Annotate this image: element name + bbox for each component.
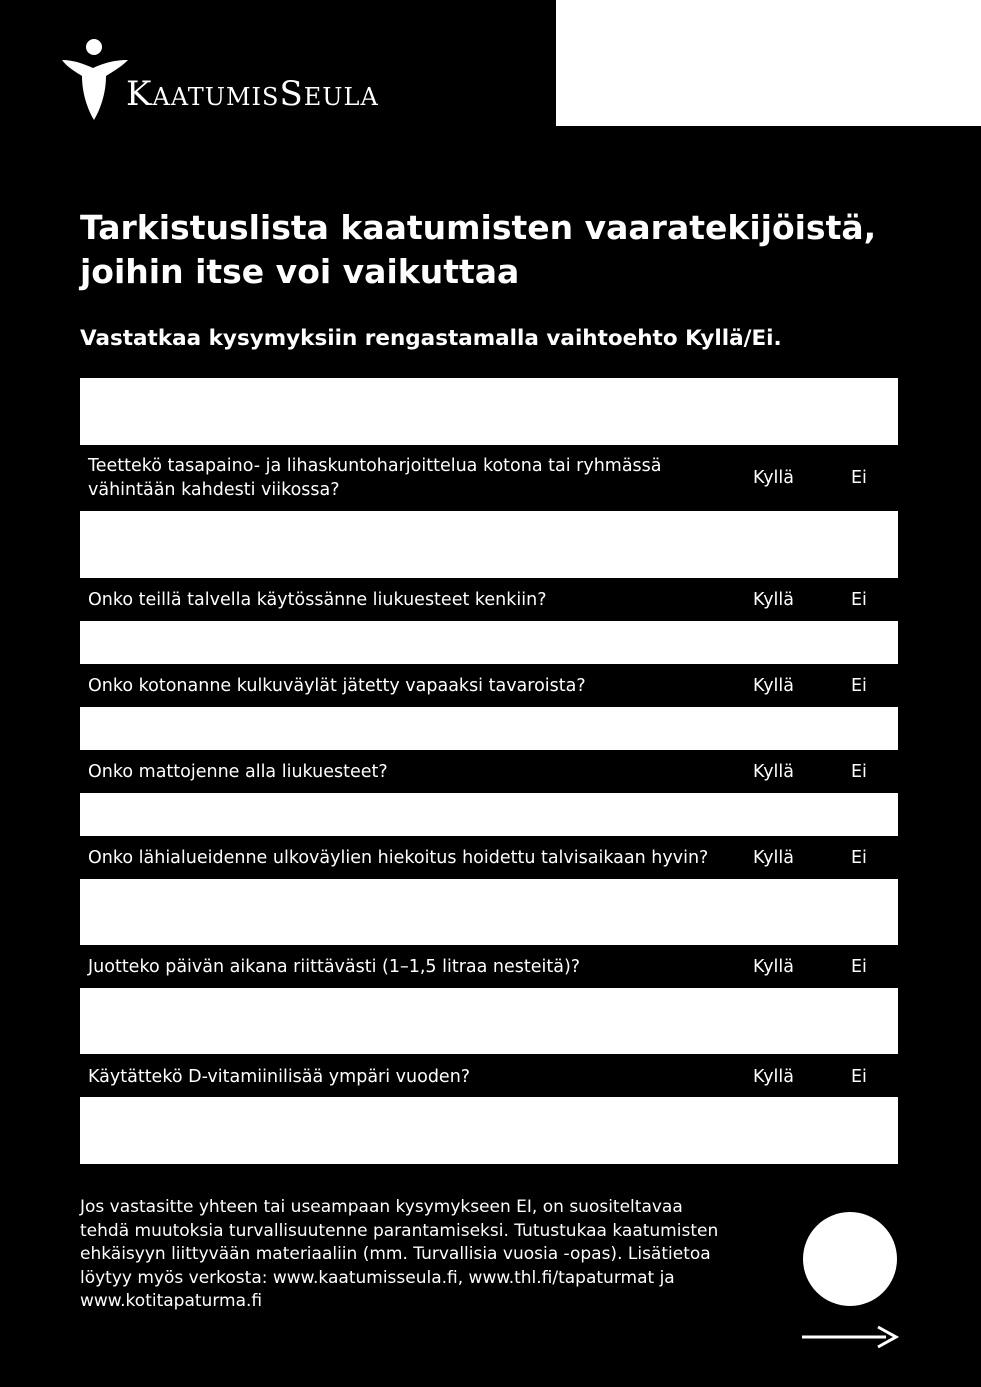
arrow-right-icon[interactable] [802,1325,900,1349]
answer-band [80,1097,898,1164]
yes-option[interactable]: Kyllä [753,1067,795,1087]
question-text: Onko teillä talvella käytössänne liukuesteet kenkiin? [88,590,547,610]
yes-option[interactable]: Kyllä [753,468,795,488]
no-option[interactable]: Ei [851,848,867,868]
answer-band [80,511,898,578]
question-line: vähintään kahdesti viikossa? [88,480,340,500]
logo-text: KaatumisSeula [126,74,379,114]
answer-band [80,793,898,836]
footer-line: ehkäisyyn liittyvään materiaaliin (mm. Turvallisia vuosia -opas). Lisätietoa [80,1244,711,1264]
logo [60,38,440,122]
question-text: Onko mattojenne alla liukuesteet? [88,762,388,782]
corner-white-box [556,0,981,126]
yes-option[interactable]: Kyllä [753,957,795,977]
footer-note [80,1196,770,1314]
no-option[interactable]: Ei [851,957,867,977]
answer-band [80,707,898,750]
no-option[interactable]: Ei [851,676,867,696]
yes-option[interactable]: Kyllä [753,848,795,868]
question-text: Käytättekö D-vitamiinilisää ympäri vuoden? [88,1067,471,1087]
instructions: Vastatkaa kysymyksiin rengastamalla vaihtoehto Kyllä/Ei. [80,326,782,351]
no-option[interactable]: Ei [851,468,867,488]
no-option[interactable]: Ei [851,590,867,610]
question-text: Onko lähialueidenne ulkoväylien hiekoitus hoidettu talvisaikaan hyvin? [88,848,709,868]
yes-option[interactable]: Kyllä [753,762,795,782]
page-title [80,206,940,294]
yes-option[interactable]: Kyllä [753,590,795,610]
circle-marker [803,1212,897,1306]
footer-line: Jos vastasitte yhteen tai useampaan kysymykseen EI, on suositeltavaa [80,1197,683,1217]
footer-line: tehdä muutoksia turvallisuutenne parantamiseksi. Tutustukaa kaatumisten [80,1220,719,1241]
footer-line: www.kotitapaturma.fi [80,1291,263,1311]
answer-band [80,378,898,445]
title-line-2: joihin itse voi vaikuttaa [80,252,520,291]
answer-band [80,988,898,1054]
question-text: Juotteko päivän aikana riittävästi (1–1,5 litraa nesteitä)? [88,957,581,977]
title-line-1: Tarkistuslista kaatumisten vaaratekijöistä, [80,208,877,247]
person-figure-icon [60,38,130,122]
footer-line: löytyy myös verkosta: www.kaatumisseula.fi, www.thl.fi/tapaturmat ja [80,1267,675,1288]
no-option[interactable]: Ei [851,1067,867,1087]
question-text [88,454,728,502]
yes-option[interactable]: Kyllä [753,676,795,696]
question-line: Teettekö tasapaino- ja lihaskuntoharjoittelua kotona tai ryhmässä [88,456,662,476]
answer-band [80,621,898,664]
question-text: Onko kotonanne kulkuväylät jätetty vapaaksi tavaroista? [88,676,586,696]
answer-band [80,879,898,945]
no-option[interactable]: Ei [851,762,867,782]
